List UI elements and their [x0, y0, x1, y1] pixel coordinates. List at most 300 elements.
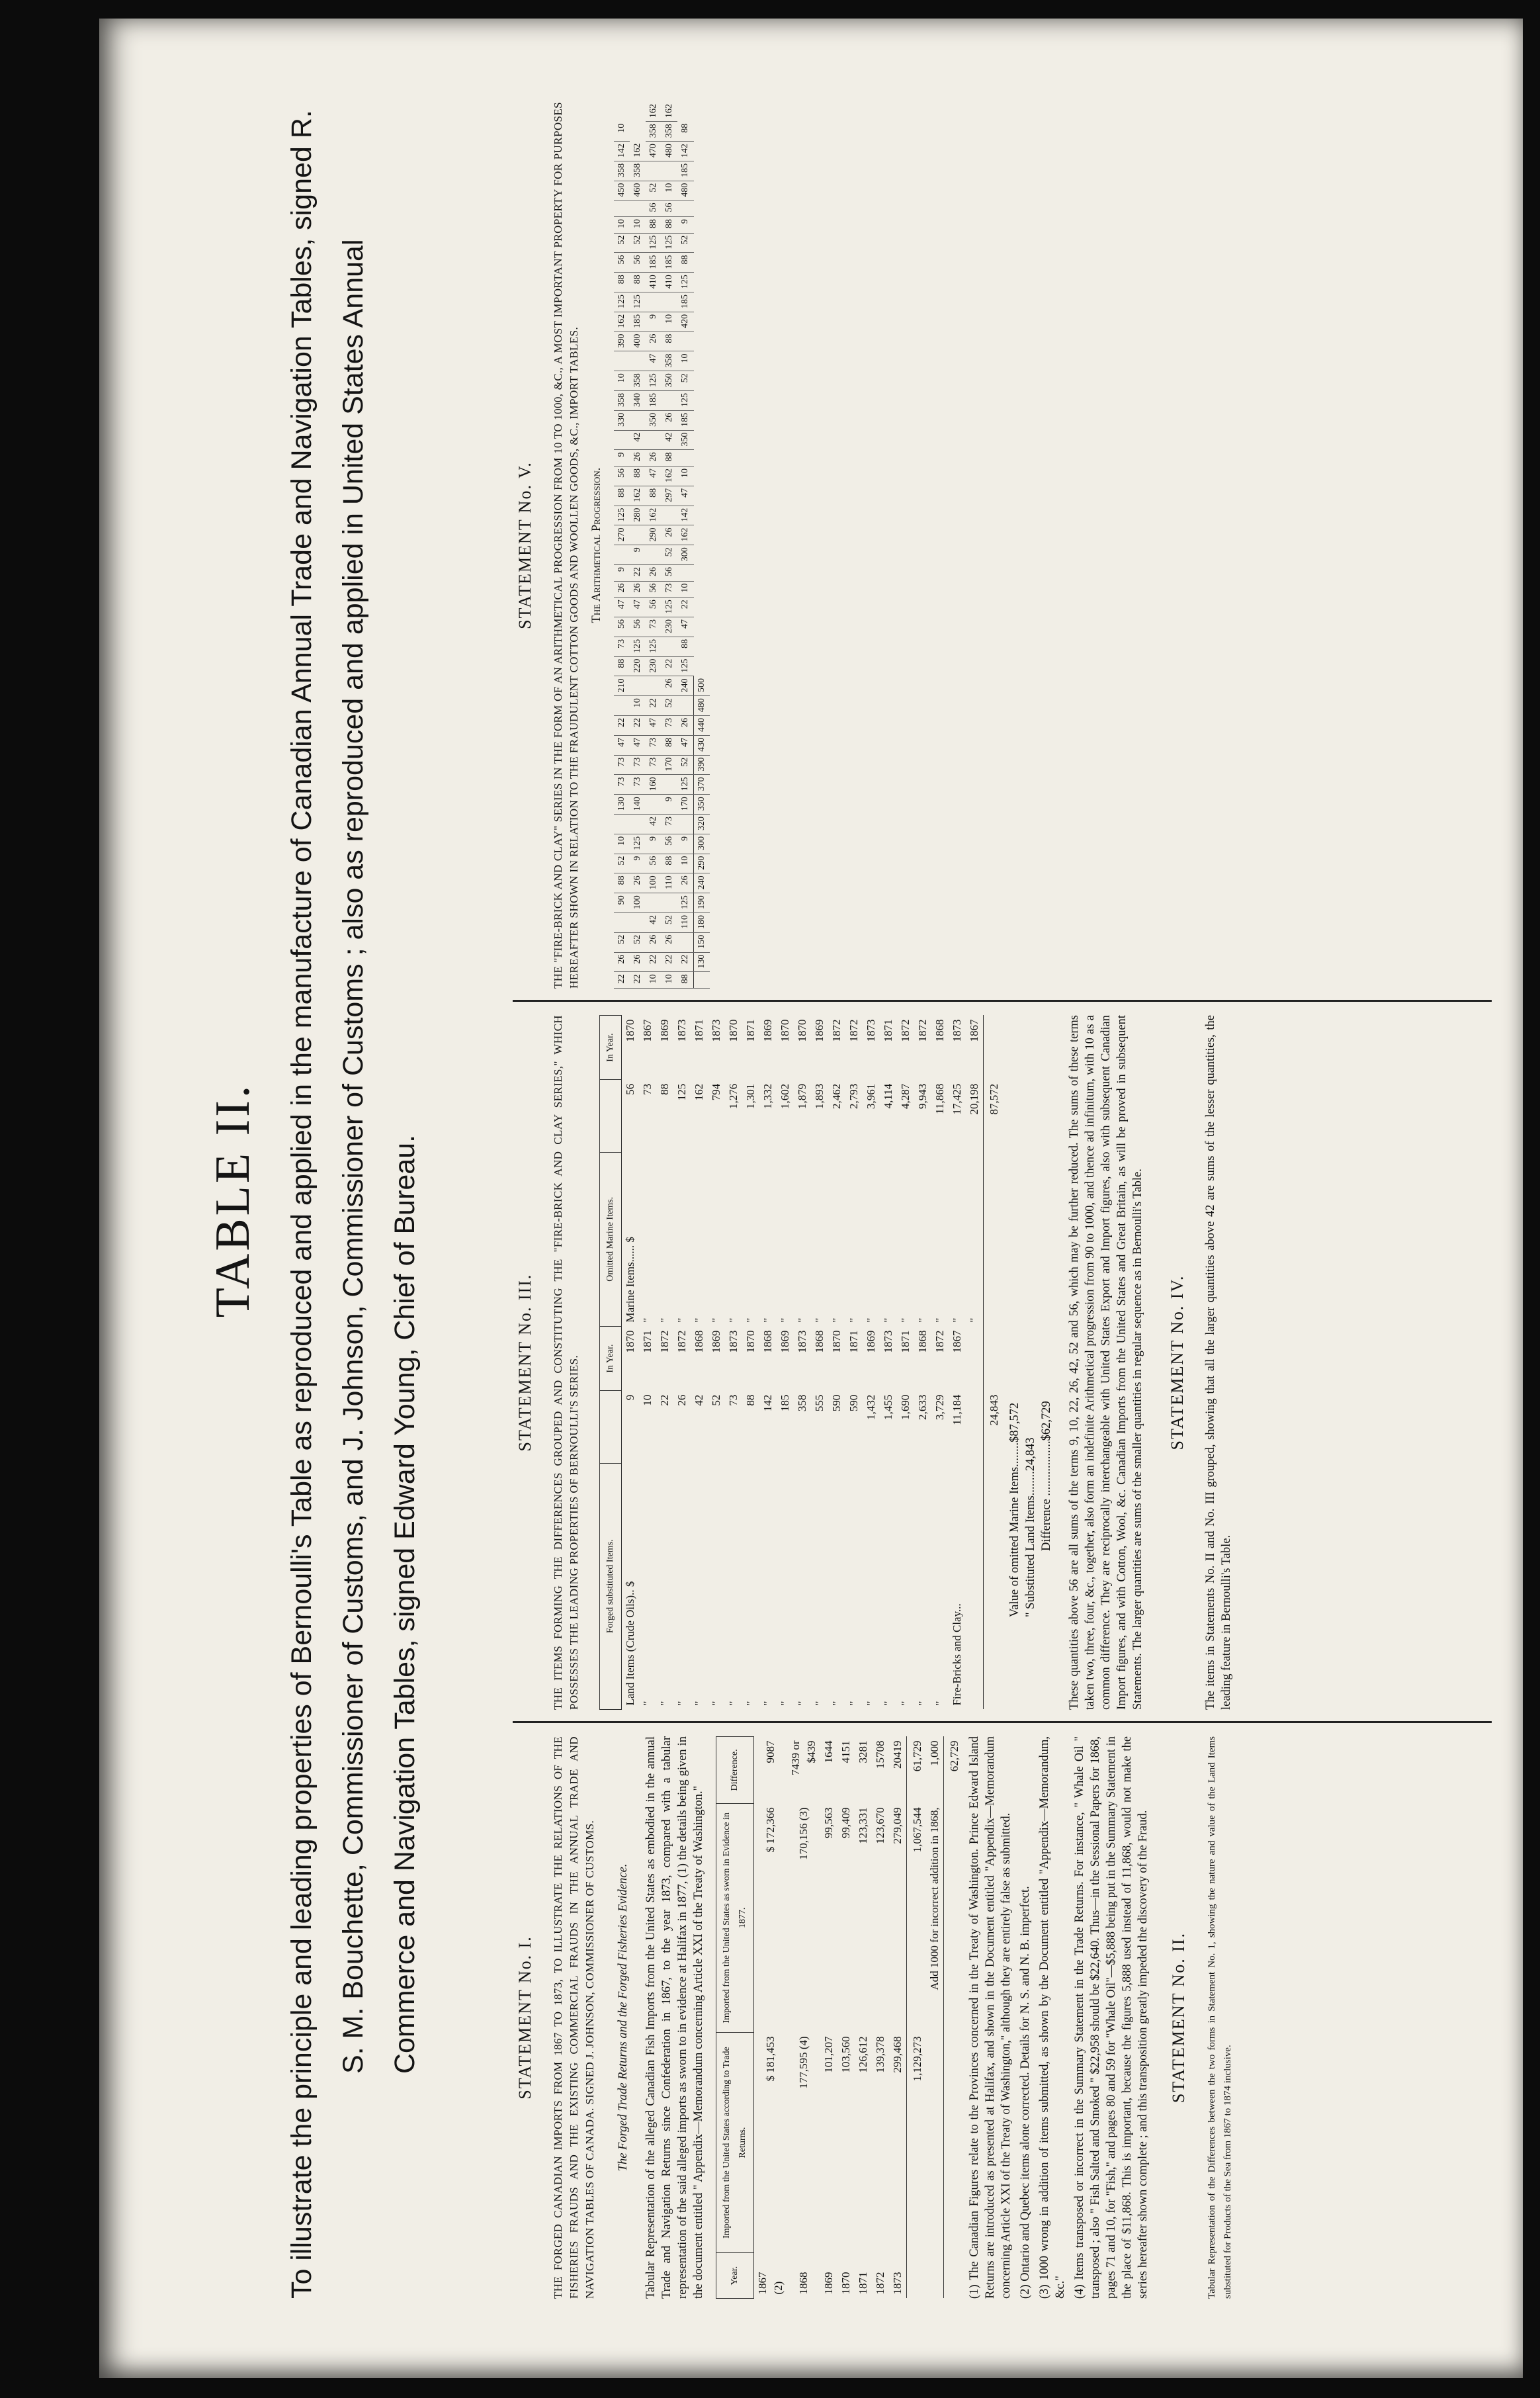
cell: 1872 — [675, 1330, 688, 1353]
grid-cell — [662, 161, 677, 181]
grid-cell: 100 — [646, 873, 662, 893]
grid-cell: 26 — [662, 932, 677, 952]
trade-returns-table — [716, 1736, 963, 2299]
table-header-row — [600, 1016, 622, 1710]
grid-cell: 370 — [694, 775, 710, 795]
cell: " — [779, 1701, 791, 1706]
grid-cell: 230 — [646, 656, 662, 676]
column-header: Omitted Marine Items. — [600, 1152, 622, 1326]
cell: 42 — [693, 1394, 705, 1406]
column-header: Imported from the United States as sworn in Evidence in 1877. — [716, 1803, 754, 2032]
cell: 1,893 — [813, 1083, 826, 1109]
cell: 1868 — [916, 1330, 929, 1353]
grid-cell: 88 — [662, 332, 677, 351]
totals-row — [984, 1016, 1004, 1710]
cell: 56 — [624, 1083, 636, 1095]
grid-cell: 125 — [677, 656, 694, 676]
cell: 4,114 — [882, 1083, 894, 1109]
grid-cell: 56 — [630, 253, 646, 273]
cell: 11,184 — [951, 1394, 963, 1425]
cell: 1871 — [899, 1330, 912, 1353]
grid-cell: 470 — [646, 142, 662, 161]
grand-total-row — [944, 1737, 964, 2299]
table-row — [863, 1016, 880, 1710]
cell: 1869 — [710, 1330, 722, 1353]
grid-cell: 47 — [630, 598, 646, 617]
cell: 22 — [658, 1394, 671, 1406]
grid-cell: 56 — [646, 581, 662, 598]
calc-label: Difference .................. — [1040, 1441, 1053, 1551]
grid-cell — [677, 696, 694, 716]
grid-cell: 22 — [662, 952, 677, 972]
grid-cell: 10 — [614, 371, 630, 391]
column-statement-5 — [503, 102, 710, 989]
progression-row — [677, 102, 694, 989]
grid-cell: 73 — [614, 775, 630, 795]
grid-cell: 280 — [630, 506, 646, 525]
grid-cell: 56 — [614, 253, 630, 273]
footnote: (1) The Canadian Figures relate to the Provinces concerned in the Treaty of Washington. Prince Edward Island Returns are introduced as presented at Halifax, and shown in the Document entitled "Appendix—Memorandum concerning Article XXI of the Treaty of Washington," although they are entirely false as submitted. — [968, 1736, 1013, 2299]
cell: 1869 — [813, 1019, 826, 1042]
statement-4-heading: STATEMENT No. IV. — [1168, 1274, 1187, 1450]
cell: 1873 — [710, 1019, 722, 1042]
cell: 125 — [675, 1083, 688, 1101]
table-description: To illustrate the principle and leading properties of Bernoulli's Table as reproduced and applied in the manufacture of Canadian Annual Trade and Navigation Tables, signed R. S. M. Bouchette, Commissioner of Customs, and J. Johnson, Commissioner of Customs ; also as reproduced and applied in United States Annual Commerce and Navigation Tables, signed Edward Young, Chief of Bureau. — [286, 110, 421, 2299]
grid-cell — [614, 351, 630, 371]
cell: 185 — [779, 1394, 791, 1412]
cell: " — [796, 1701, 808, 1706]
grid-cell — [646, 430, 662, 450]
grid-cell: 9 — [630, 854, 646, 873]
grid-cell: 10 — [630, 217, 646, 234]
cell: 1,432 — [865, 1394, 877, 1420]
grid-cell — [646, 292, 662, 312]
grid-cell: 125 — [630, 292, 646, 312]
grid-cell: 73 — [662, 815, 677, 834]
table-row — [880, 1016, 897, 1710]
grid-cell — [694, 972, 710, 989]
cell: " — [675, 1701, 688, 1706]
statement-2-heading: STATEMENT No. II. — [1169, 1932, 1188, 2104]
table-row — [914, 1016, 931, 1710]
grid-cell: 10 — [662, 312, 677, 332]
grid-cell: 185 — [677, 292, 694, 312]
cell: 1,301 — [744, 1083, 757, 1109]
grid-cell: 9 — [677, 217, 694, 234]
grid-cell: 330 — [614, 410, 630, 430]
progression-grid — [614, 102, 710, 989]
cell: " — [899, 1701, 912, 1706]
grid-cell: 52 — [630, 233, 646, 253]
grid-cell: 190 — [694, 893, 710, 913]
cell: " — [675, 1317, 688, 1323]
cell — [966, 1391, 984, 1463]
grid-cell: 500 — [694, 676, 710, 696]
cell: 1873 — [951, 1019, 963, 1042]
grid-cell — [662, 506, 677, 525]
cell: 61,729 — [907, 1737, 927, 1804]
grid-cell: 88 — [677, 637, 694, 656]
grid-cell: 9 — [614, 565, 630, 582]
grid-cell: 358 — [630, 161, 646, 181]
grid-cell: 73 — [662, 581, 677, 598]
cell: 279,049 — [891, 1807, 904, 1844]
grid-cell: 185 — [630, 312, 646, 332]
cell: 3,729 — [933, 1394, 946, 1420]
grid-cell: 170 — [677, 795, 694, 815]
cell: 9,943 — [916, 1083, 929, 1109]
table-row — [622, 1016, 640, 1710]
cell — [984, 1152, 1004, 1326]
cell: 1873 — [891, 2272, 904, 2295]
grid-cell: 9 — [677, 834, 694, 854]
cell: " — [933, 1317, 946, 1323]
cell: 123,331 — [857, 1807, 869, 1844]
calc-label: " Substituted Land Items........ — [1024, 1471, 1037, 1617]
calc-value: 24,843 — [1024, 1437, 1037, 1472]
cell: 1,276 — [727, 1083, 740, 1109]
cell: " — [865, 1701, 877, 1706]
table-row — [639, 1016, 656, 1710]
grid-cell: 47 — [630, 735, 646, 755]
grid-cell: 22 — [614, 972, 630, 989]
cell: 103,560 — [839, 2036, 852, 2073]
table-row — [787, 1737, 820, 2299]
cell: 1,690 — [899, 1394, 912, 1420]
grid-cell: 22 — [630, 716, 646, 736]
grid-cell: 26 — [646, 332, 662, 351]
cell: 2,462 — [830, 1083, 843, 1109]
grid-cell — [677, 565, 694, 582]
grid-cell: 88 — [614, 273, 630, 292]
grid-cell: 47 — [677, 735, 694, 755]
grid-cell: 9 — [614, 450, 630, 466]
cell: 73 — [641, 1083, 654, 1095]
grid-cell: 26 — [630, 873, 646, 893]
grid-cell — [646, 676, 662, 696]
statement-1-caption: THE FORGED CANADIAN IMPORTS FROM 1867 TO 1873, TO ILLUSTRATE THE RELATIONS OF THE FISHERIES FRAUDS AND THE EXISTING COMMERCIAL FRAUDS IN THE ANNUAL TRADE AND NAVIGATION TABLES OF CANADA. SIGNED J. JOHNSON, COMMISSIONER OF CUSTOMS. — [552, 1736, 596, 2299]
grid-cell: 90 — [614, 893, 630, 913]
table-row — [828, 1016, 845, 1710]
grid-cell: 73 — [646, 735, 662, 755]
cell: " — [933, 1701, 946, 1706]
statement-5-caption: THE "FIRE-BRICK AND CLAY" SERIES IN THE FORM OF AN ARITHMETICAL PROGRESSION FROM 10 TO 1000, &C., A MOST IMPORTANT PROPERTY FOR PURPOSES HEREAFTER SHOWN IN RELATION TO THE FRAUDULENT COTTON GOODS AND WOOLLEN GOODS, &C., IMPORT TABLES. — [552, 102, 580, 989]
cell: 88 — [744, 1394, 757, 1406]
cell: 101,207 — [822, 2036, 835, 2073]
footnote: (3) 1000 wrong in addition of items submitted, as shown by the Document entitled "Appendix—Memorandum, &c." — [1038, 1736, 1067, 2299]
calc-value: $62,729 — [1040, 1401, 1053, 1441]
grid-cell: 220 — [630, 656, 646, 676]
grid-cell: 140 — [630, 795, 646, 815]
grid-cell: 52 — [677, 233, 694, 253]
cell: " — [951, 1317, 963, 1323]
grid-cell: 130 — [694, 952, 710, 972]
grid-cell: 26 — [614, 952, 630, 972]
grid-cell: 110 — [677, 913, 694, 933]
grid-cell: 162 — [630, 486, 646, 506]
cell: 7439 or $439 — [789, 1740, 818, 1775]
cell: 1872 — [658, 1330, 671, 1353]
cell: 1870 — [839, 2272, 852, 2295]
grid-cell: 410 — [646, 273, 662, 292]
cell: " — [693, 1317, 705, 1323]
column-header — [600, 1080, 622, 1152]
cell: 1872 — [899, 1019, 912, 1042]
grid-cell: 52 — [646, 181, 662, 200]
progression-row — [614, 102, 630, 989]
progression-row — [662, 102, 677, 989]
grid-cell: 480 — [662, 142, 677, 161]
cell: " — [813, 1317, 826, 1323]
grid-cell: 125 — [662, 233, 677, 253]
grid-cell: 162 — [662, 102, 677, 122]
cell: " — [641, 1317, 654, 1323]
cell: " — [710, 1701, 722, 1706]
cell: 1870 — [624, 1019, 636, 1042]
cell: 1872 — [847, 1019, 860, 1042]
cell: 24,843 — [984, 1391, 1004, 1463]
cell: Marine Items...... $ — [624, 1237, 636, 1323]
grid-cell: 22 — [614, 716, 630, 736]
document-page — [99, 19, 1523, 2378]
cell: 1,332 — [761, 1083, 774, 1109]
grid-cell: 125 — [677, 893, 694, 913]
cell: 1,067,544 — [907, 1803, 927, 2032]
cell: 1870 — [624, 1330, 636, 1353]
cell: 1870 — [779, 1019, 791, 1042]
column-header: Year. — [716, 2253, 754, 2299]
grid-cell: 22 — [646, 952, 662, 972]
grid-cell: 47 — [646, 466, 662, 486]
cell: 1,602 — [779, 1083, 791, 1109]
grid-cell: 350 — [677, 430, 694, 450]
grid-cell: 26 — [614, 581, 630, 598]
grid-cell — [662, 893, 677, 913]
grid-cell: 26 — [662, 676, 677, 696]
grid-cell: 22 — [630, 972, 646, 989]
column-header: In Year. — [600, 1016, 622, 1080]
grid-cell: 47 — [614, 598, 630, 617]
grid-cell: 26 — [662, 410, 677, 430]
statement-1-intro: Tabular Representation of the alleged Canadian Fish Imports from the United States as embodied in the annual Trade and Navigation Returns since Confederation in 1867, to the year 1873, compared with a tabular representation of the said alleged imports as sworn to in evidence at Halifax in 1877, (1) the details being given in the document entitled " Appendix—Memorandum concerning Article XXI of the Treaty of Washington." — [644, 1736, 705, 2299]
grid-cell: 9 — [646, 312, 662, 332]
grid-cell: 26 — [646, 450, 662, 466]
calc-line — [1023, 1015, 1039, 1617]
cell: " — [847, 1701, 860, 1706]
grid-cell — [677, 450, 694, 466]
cell — [944, 1803, 964, 2298]
cell: " — [968, 1317, 980, 1323]
cell: " — [830, 1701, 843, 1706]
grid-cell: 170 — [662, 755, 677, 775]
grid-cell: 47 — [646, 351, 662, 371]
cell: 1871 — [641, 1330, 654, 1353]
grid-cell: 52 — [614, 854, 630, 873]
grid-cell: 56 — [662, 200, 677, 217]
cell: " — [779, 1317, 791, 1323]
grid-cell — [614, 200, 630, 217]
grid-cell: 480 — [694, 696, 710, 716]
cell — [984, 1463, 1004, 1709]
difference-calc — [1007, 1015, 1054, 1617]
grid-cell: 52 — [630, 932, 646, 952]
grid-cell: 240 — [677, 676, 694, 696]
grid-cell: 358 — [646, 122, 662, 142]
cell: " — [796, 1317, 808, 1323]
grid-cell: 73 — [662, 716, 677, 736]
grid-cell: 270 — [614, 525, 630, 545]
grid-cell — [677, 200, 694, 217]
cell: 15708 — [874, 1740, 886, 1769]
cell: 1,455 — [882, 1394, 894, 1420]
cell: 1872 — [874, 2272, 886, 2295]
cell: 162 — [693, 1083, 705, 1101]
cell: 52 — [710, 1394, 722, 1406]
cell: 1869 — [865, 1330, 877, 1353]
grid-cell: 88 — [662, 854, 677, 873]
grid-cell — [630, 200, 646, 217]
grid-cell — [662, 775, 677, 795]
cell — [984, 1326, 1004, 1390]
cell: 3,961 — [865, 1083, 877, 1109]
statement-1-subtitle: The Forged Trade Returns and the Forged Fisheries Evidence. — [617, 1863, 630, 2172]
grid-cell: 88 — [614, 486, 630, 506]
grid-cell: 162 — [646, 102, 662, 122]
column-header: Difference. — [716, 1737, 754, 1804]
cell — [966, 1463, 984, 1709]
cell: 1870 — [744, 1330, 757, 1353]
statement-3-heading: STATEMENT No. III. — [515, 1273, 535, 1452]
grid-cell: 42 — [646, 815, 662, 834]
cell: 1871 — [744, 1019, 757, 1042]
grid-cell: 10 — [677, 581, 694, 598]
grid-cell: 88 — [630, 273, 646, 292]
cell: 1867 — [968, 1019, 980, 1042]
grid-cell: 42 — [646, 913, 662, 933]
grid-cell — [677, 815, 694, 834]
grid-cell: 10 — [662, 181, 677, 200]
table-row — [673, 1016, 691, 1710]
grid-cell: 460 — [630, 181, 646, 200]
cell: 1644 — [822, 1740, 835, 1763]
grid-cell — [630, 913, 646, 933]
cell: 1868 — [797, 2272, 810, 2295]
calc-value: $87,572 — [1008, 1402, 1021, 1443]
cell: 1871 — [693, 1019, 705, 1042]
grid-cell — [646, 161, 662, 181]
table-row — [754, 1737, 788, 2299]
grid-cell: 300 — [694, 834, 710, 854]
cell: 1868 — [761, 1330, 774, 1353]
cell: " — [641, 1701, 654, 1706]
grid-cell: 73 — [646, 755, 662, 775]
grid-cell: 73 — [630, 755, 646, 775]
cell: 1868 — [933, 1019, 946, 1042]
grid-cell: 297 — [662, 486, 677, 506]
grid-cell: 290 — [646, 525, 662, 545]
cell: 11,868 — [933, 1083, 946, 1114]
cell: " — [916, 1317, 929, 1323]
grid-cell: 125 — [614, 292, 630, 312]
cell: Land Items (Crude Oils).. $ — [624, 1581, 636, 1706]
table-row — [656, 1016, 673, 1710]
grid-cell: 52 — [677, 755, 694, 775]
table-row — [855, 1737, 872, 2299]
grid-cell: 10 — [646, 972, 662, 989]
grid-cell: 10 — [677, 351, 694, 371]
grid-cell: 162 — [646, 506, 662, 525]
calc-line — [1039, 1015, 1054, 1551]
grid-cell: 73 — [646, 617, 662, 637]
grid-cell: 450 — [614, 181, 630, 200]
grid-cell: 56 — [646, 854, 662, 873]
calc-line — [1007, 1015, 1023, 1617]
cell: 1873 — [882, 1330, 894, 1353]
cell: 1869 — [822, 2272, 835, 2295]
grid-cell — [630, 351, 646, 371]
cell: 1870 — [830, 1330, 843, 1353]
cell: " — [882, 1317, 894, 1323]
grid-cell — [646, 545, 662, 565]
cell: 139,378 — [874, 2036, 886, 2073]
grid-cell: 88 — [646, 486, 662, 506]
grid-cell: 22 — [646, 696, 662, 716]
cell: 126,612 — [857, 2036, 869, 2073]
table-title: TABLE II. — [206, 1083, 260, 1318]
cell: " — [658, 1317, 671, 1323]
grid-cell: 160 — [646, 775, 662, 795]
cell: 9087 — [764, 1740, 777, 1763]
cell: $ 181,453 — [764, 2036, 777, 2082]
grid-cell: 26 — [677, 716, 694, 736]
statement-4-text: The items in Statements No. II and No. III grouped, showing that all the larger quantities above 42 are sums of the lesser quantities, the leading feature in Bernoulli's Table. — [1204, 1015, 1233, 1710]
grid-cell: 26 — [646, 565, 662, 582]
cell: 1873 — [675, 1019, 688, 1042]
cell: 1873 — [727, 1330, 740, 1353]
grid-cell: 26 — [630, 581, 646, 598]
cell: 1,000 — [928, 1740, 941, 1766]
cell: 1871 — [857, 2272, 869, 2295]
table-row — [949, 1016, 966, 1710]
grid-cell: 400 — [630, 332, 646, 351]
grid-cell: 88 — [614, 656, 630, 676]
grid-cell — [630, 410, 646, 430]
grid-cell: 10 — [677, 854, 694, 873]
grid-cell: 150 — [694, 932, 710, 952]
column-header: Forged substituted Items. — [600, 1463, 622, 1709]
cell: " — [710, 1317, 722, 1323]
grid-cell: 130 — [614, 795, 630, 815]
grid-cell: 125 — [662, 598, 677, 617]
grid-cell: 142 — [677, 142, 694, 161]
grid-cell — [614, 545, 630, 565]
grid-cell: 47 — [677, 617, 694, 637]
grid-body — [614, 102, 710, 989]
table-row — [708, 1016, 725, 1710]
grid-cell: 420 — [677, 312, 694, 332]
footnote: (2) Ontario and Quebec items alone corrected. Details for N. S. and N. B. imperfect. — [1019, 1886, 1032, 2299]
cell — [907, 2253, 927, 2299]
grid-cell: 47 — [614, 735, 630, 755]
column-rule — [513, 1000, 1492, 1002]
grid-cell: 350 — [662, 371, 677, 391]
cell: " — [813, 1701, 826, 1706]
progression-row — [646, 102, 662, 989]
cell: 4,287 — [899, 1083, 912, 1109]
grid-cell — [662, 391, 677, 411]
grid-cell: 185 — [646, 391, 662, 411]
grid-cell: 73 — [614, 755, 630, 775]
